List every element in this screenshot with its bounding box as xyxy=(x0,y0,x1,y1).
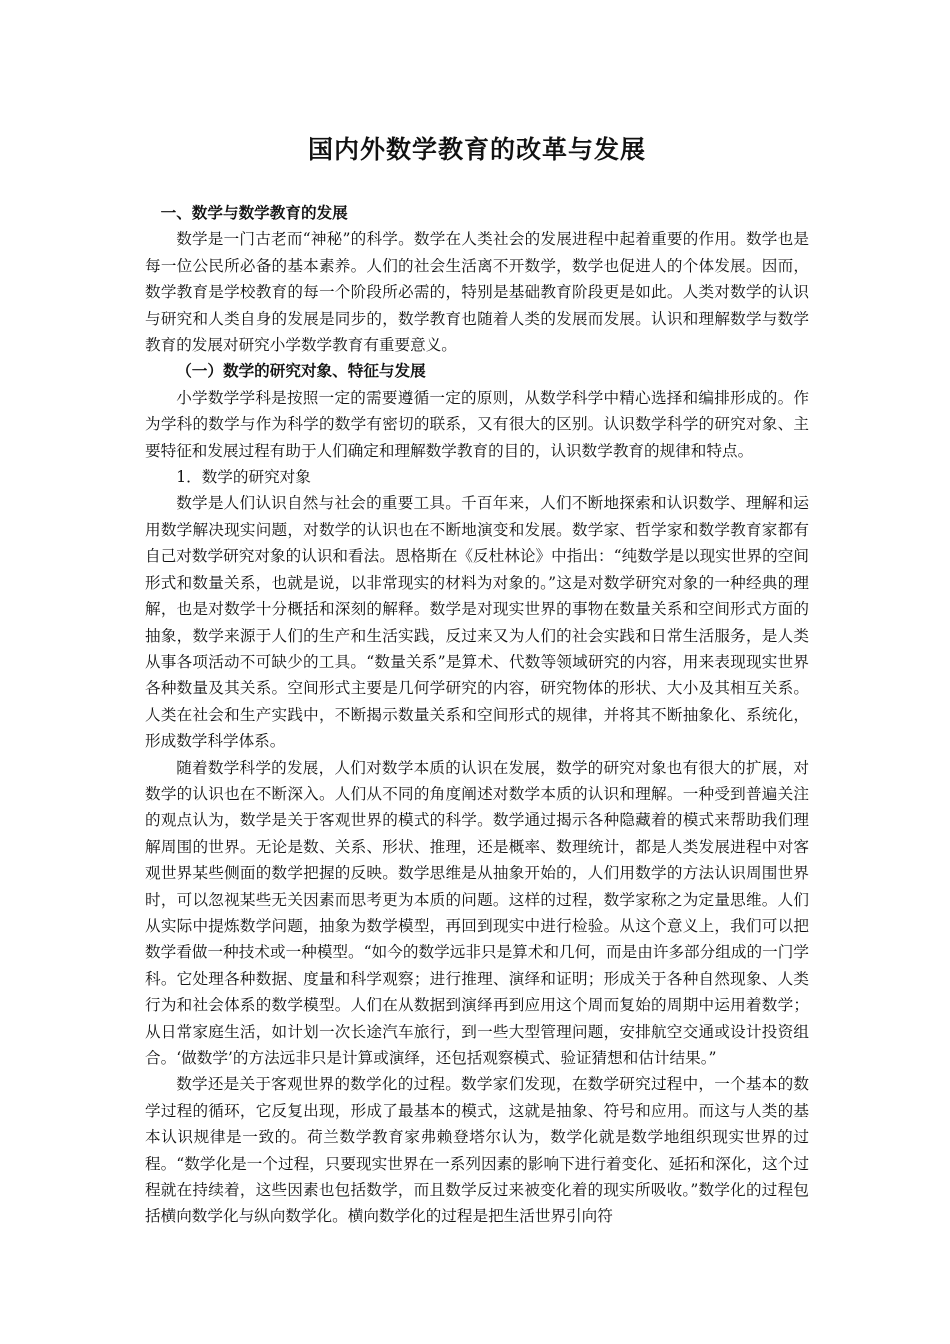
paragraph: 数学还是关于客观世界的数学化的过程。数学家们发现，在数学研究过程中，一个基本的数学过程的循环，它反复出现，形成了最基本的模式，这就是抽象、符号和应用。而这与人类的基本认识规律是一致的。荷兰数学教育家弗赖登塔尔认为，数学化就是数学地组织现实世界的过程。“数学化是一个过程，只要现实世界在一系列因素的影响下进行着变化、延拓和深化，这个过程就在持续着，这些因素也包括数学，而且数学反过来被变化着的现实所吸收。”数学化的过程包括横向数学化与纵向数学化。横向数学化的过程是把生活世界引向符 xyxy=(145,1075,809,1226)
document-body xyxy=(145,200,809,1230)
subsection-heading: （一）数学的研究对象、特征与发展 xyxy=(176,361,426,381)
paragraph: 随着数学科学的发展，人们对数学本质的认识在发展，数学的研究对象也有很大的扩展，对数学的认识也在不断深入。人们从不同的角度阐述对数学本质的认识和理解。一种受到普遍关注的观点认为，数学是关于客观世界的模式的科学。数学通过揭示各种隐藏着的模式来帮助我们理解周围的世界。无论是数、关系、形状、推理，还是概率、数理统计，都是人类发展进程中对客观世界某些侧面的数学把握的反映。数学思维是从抽象开始的，人们用数学的方法认识周围世界时，可以忽视某些无关因素而思考更为本质的问题。这样的过程，数学家称之为定量思维。人们从实际中提炼数学问题，抽象为数学模型，再回到现实中进行检验。从这个意义上，我们可以把数学看做一种技术或一种模型。“如今的数学远非只是算术和几何，而是由许多部分组成的一门学科。它处理各种数据、度量和科学观察；进行推理、演绎和证明；形成关于各种自然现象、人类行为和社会体系的数学模型。人们在从数据到演绎再到应用这个周而复始的周期中运用着数学；从日常家庭生活，如计划一次长途汽车旅行，到一些大型管理问题，安排航空交通或设计投资组合。‘做数学’的方法远非只是计算或演绎，还包括观察模式、验证猜想和估计结果。” xyxy=(145,758,809,1067)
document-title: 国内外数学教育的改革与发展 xyxy=(307,135,646,164)
section-heading: 一、数学与数学教育的发展 xyxy=(160,203,348,222)
paragraph: 数学是一门古老而“神秘”的科学。数学在人类社会的发展进程中起着重要的作用。数学也是每一位公民所必备的基本素养。人们的社会生活离不开数学，数学也促进人的个体发展。因而，数学教育是学校教育的每一个阶段所必需的，特别是基础教育阶段更是如此。人类对数学的认识与研究和人类自身的发展是同步的，数学教育也随着人类的发展而发展。认识和理解数学与数学教育的发展对研究小学数学教育有重要意义。 xyxy=(145,230,809,355)
paragraph: 小学数学学科是按照一定的需要遵循一定的原则，从数学科学中精心选择和编排形成的。作为学科的数学与作为科学的数学有密切的联系，又有很大的区别。认识数学科学的研究对象、主要特征和发展过程有助于人们确定和理解数学教育的目的，认识数学教育的规律和特点。 xyxy=(145,388,809,460)
paragraph: 数学是人们认识自然与社会的重要工具。千百年来，人们不断地探索和认识数学、理解和运用数学解决现实问题，对数学的认识也在不断地演变和发展。数学家、哲学家和数学教育家都有自己对数学研究对象的认识和看法。恩格斯在《反杜林论》中指出：“纯数学是以现实世界的空间形式和数量关系，也就是说，以非常现实的材料为对象的。”这是对数学研究对象的一种经典的理解，也是对数学十分概括和深刻的解释。数学是对现实世界的事物在数量关系和空间形式方面的抽象，数学来源于人们的生产和生活实践，反过来又为人们的社会实践和日常生活服务，是人类从事各项活动不可缺少的工具。“数量关系”是算术、代数等领域研究的内容，用来表现现实世界各种数量及其关系。空间形式主要是几何学研究的内容，研究物体的形状、大小及其相互关系。人类在社会和生产实践中，不断揭示数量关系和空间形式的规律，并将其不断抽象化、系统化，形成数学科学体系。 xyxy=(145,494,809,751)
numbered-heading: 1．数学的研究对象 xyxy=(176,468,311,487)
